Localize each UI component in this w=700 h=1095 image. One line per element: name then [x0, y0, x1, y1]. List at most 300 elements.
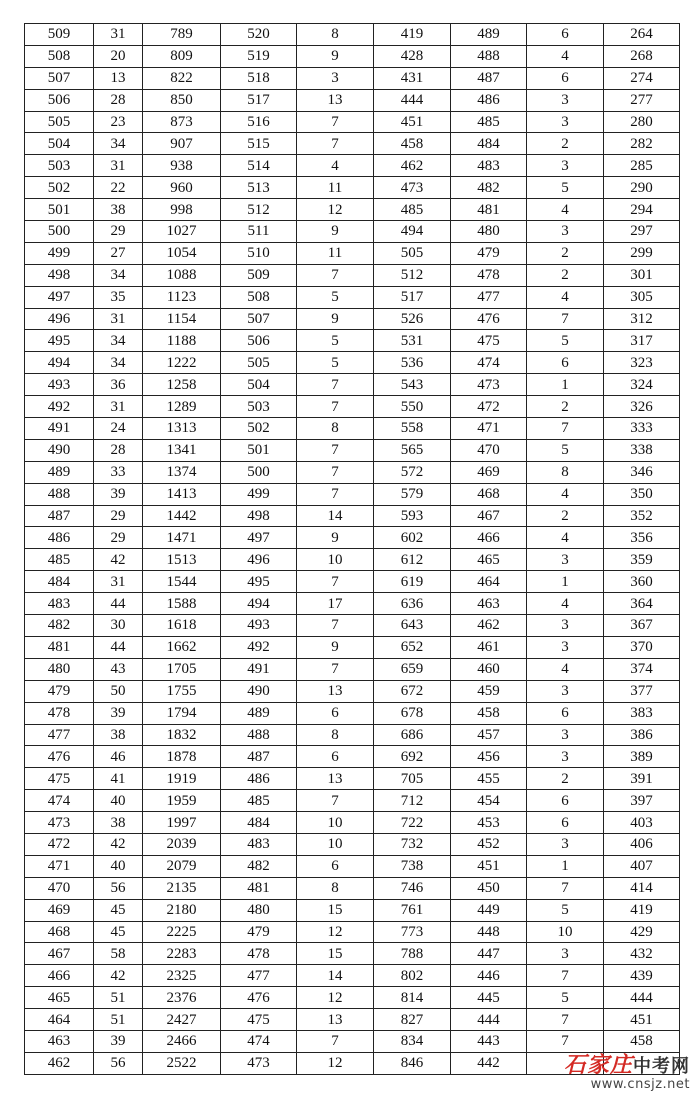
table-row	[25, 658, 680, 680]
table-cell: 6	[527, 790, 604, 812]
table-cell: 448	[451, 921, 527, 943]
table-cell: 356	[604, 527, 680, 549]
table-cell: 467	[25, 943, 94, 965]
table-cell: 326	[604, 396, 680, 418]
table-cell: 505	[374, 242, 451, 264]
table-cell: 446	[451, 965, 527, 987]
table-cell: 462	[451, 615, 527, 637]
table-cell: 282	[604, 133, 680, 155]
table-cell: 1222	[143, 352, 221, 374]
table-cell: 492	[221, 636, 297, 658]
table-cell: 504	[25, 133, 94, 155]
table-cell: 7	[297, 1030, 374, 1052]
table-cell: 51	[94, 987, 143, 1009]
table-cell: 761	[374, 899, 451, 921]
table-cell: 30	[94, 615, 143, 637]
table-cell: 485	[221, 790, 297, 812]
table-cell: 447	[451, 943, 527, 965]
table-cell: 7	[297, 264, 374, 286]
table-cell: 489	[451, 24, 527, 46]
table-cell: 1088	[143, 264, 221, 286]
table-row	[25, 921, 680, 943]
table-cell: 473	[221, 1052, 297, 1074]
table-row	[25, 45, 680, 67]
table-cell: 486	[451, 89, 527, 111]
table-cell: 451	[451, 855, 527, 877]
table-cell: 487	[451, 67, 527, 89]
table-cell: 391	[604, 768, 680, 790]
table-cell: 7	[297, 439, 374, 461]
table-cell: 509	[25, 24, 94, 46]
table-cell: 7	[297, 571, 374, 593]
table-cell: 6	[297, 746, 374, 768]
table-cell: 1188	[143, 330, 221, 352]
table-cell: 473	[25, 812, 94, 834]
table-cell: 34	[94, 352, 143, 374]
table-cell: 1544	[143, 571, 221, 593]
table-cell: 469	[451, 461, 527, 483]
table-cell: 489	[221, 702, 297, 724]
table-cell: 497	[25, 286, 94, 308]
table-cell: 461	[451, 636, 527, 658]
table-cell: 479	[451, 242, 527, 264]
table-row	[25, 67, 680, 89]
table-cell: 480	[25, 658, 94, 680]
table-cell: 531	[374, 330, 451, 352]
table-cell: 1341	[143, 439, 221, 461]
table-cell: 305	[604, 286, 680, 308]
table-cell: 474	[25, 790, 94, 812]
table-cell: 470	[25, 877, 94, 899]
table-cell: 550	[374, 396, 451, 418]
table-cell: 499	[25, 242, 94, 264]
table-cell: 490	[221, 680, 297, 702]
table-cell: 8	[297, 877, 374, 899]
table-row	[25, 527, 680, 549]
table-cell: 29	[94, 221, 143, 243]
table-cell: 34	[94, 330, 143, 352]
table-cell: 788	[374, 943, 451, 965]
table-cell: 498	[25, 264, 94, 286]
table-cell: 346	[604, 461, 680, 483]
table-cell: 1919	[143, 768, 221, 790]
table-cell: 22	[94, 177, 143, 199]
table-cell: 477	[25, 724, 94, 746]
table-cell: 419	[604, 899, 680, 921]
table-cell: 443	[451, 1030, 527, 1052]
table-cell: 494	[25, 352, 94, 374]
table-cell: 1662	[143, 636, 221, 658]
table-cell: 465	[451, 549, 527, 571]
table-cell: 28	[94, 439, 143, 461]
table-cell: 33	[94, 461, 143, 483]
table-cell: 38	[94, 812, 143, 834]
table-cell: 481	[25, 636, 94, 658]
table-row	[25, 199, 680, 221]
table-cell: 481	[451, 199, 527, 221]
table-cell: 56	[94, 877, 143, 899]
table-cell: 466	[451, 527, 527, 549]
table-cell: 483	[451, 155, 527, 177]
table-cell: 2079	[143, 855, 221, 877]
table-cell: 475	[25, 768, 94, 790]
table-cell: 23	[94, 111, 143, 133]
table-cell: 350	[604, 483, 680, 505]
table-row	[25, 505, 680, 527]
table-cell: 359	[604, 549, 680, 571]
table-cell: 686	[374, 724, 451, 746]
table-cell: 500	[221, 461, 297, 483]
table-cell: 492	[25, 396, 94, 418]
table-cell: 466	[25, 965, 94, 987]
table-cell: 543	[374, 374, 451, 396]
table-cell: 501	[25, 199, 94, 221]
table-cell: 488	[221, 724, 297, 746]
table-cell: 38	[94, 724, 143, 746]
table-cell: 481	[221, 877, 297, 899]
table-cell: 451	[604, 1009, 680, 1031]
table-cell: 479	[221, 921, 297, 943]
table-cell: 738	[374, 855, 451, 877]
table-cell: 264	[604, 24, 680, 46]
table-cell: 10	[297, 833, 374, 855]
table-cell: 1832	[143, 724, 221, 746]
table-cell: 502	[221, 418, 297, 440]
table-cell: 2135	[143, 877, 221, 899]
table-cell: 2225	[143, 921, 221, 943]
table-cell: 464	[451, 571, 527, 593]
table-cell: 809	[143, 45, 221, 67]
table-cell: 846	[374, 1052, 451, 1074]
table-cell: 10	[297, 549, 374, 571]
table-cell: 512	[374, 264, 451, 286]
table-cell: 2	[527, 505, 604, 527]
table-cell: 746	[374, 877, 451, 899]
table-cell: 2522	[143, 1052, 221, 1074]
table-cell: 7	[297, 133, 374, 155]
table-cell: 483	[221, 833, 297, 855]
table-cell: 467	[451, 505, 527, 527]
table-cell: 386	[604, 724, 680, 746]
table-cell: 672	[374, 680, 451, 702]
table-cell: 439	[604, 965, 680, 987]
table-cell: 8	[297, 724, 374, 746]
table-cell: 7	[297, 483, 374, 505]
table-row	[25, 1030, 680, 1052]
table-cell: 13	[297, 89, 374, 111]
table-cell: 565	[374, 439, 451, 461]
table-cell: 13	[297, 1009, 374, 1031]
table-cell: 5	[297, 330, 374, 352]
table-cell: 277	[604, 89, 680, 111]
table-cell: 3	[527, 680, 604, 702]
table-cell: 451	[374, 111, 451, 133]
table-cell: 297	[604, 221, 680, 243]
table-cell: 503	[221, 396, 297, 418]
table-cell: 301	[604, 264, 680, 286]
table-row	[25, 877, 680, 899]
table-row	[25, 833, 680, 855]
table-cell: 14	[297, 965, 374, 987]
table-cell: 444	[451, 1009, 527, 1031]
table-cell: 705	[374, 768, 451, 790]
table-cell: 462	[25, 1052, 94, 1074]
table-cell: 7	[297, 374, 374, 396]
table-cell: 8	[297, 24, 374, 46]
table-cell: 470	[451, 439, 527, 461]
table-cell: 516	[221, 111, 297, 133]
table-cell: 12	[297, 199, 374, 221]
table-cell: 7	[297, 111, 374, 133]
table-cell: 873	[143, 111, 221, 133]
table-cell: 602	[374, 527, 451, 549]
table-row	[25, 943, 680, 965]
table-cell: 1123	[143, 286, 221, 308]
table-cell: 454	[451, 790, 527, 812]
table-cell: 5	[297, 352, 374, 374]
table-cell: 478	[25, 702, 94, 724]
table-cell: 456	[451, 746, 527, 768]
table-cell: 7	[527, 1009, 604, 1031]
table-cell: 475	[451, 330, 527, 352]
table-row	[25, 352, 680, 374]
table-cell: 732	[374, 833, 451, 855]
table-cell: 444	[604, 987, 680, 1009]
table-cell: 488	[25, 483, 94, 505]
table-cell: 501	[221, 439, 297, 461]
table-cell: 636	[374, 593, 451, 615]
table-cell: 773	[374, 921, 451, 943]
table-cell: 500	[25, 221, 94, 243]
table-cell: 51	[94, 1009, 143, 1031]
table-cell: 324	[604, 374, 680, 396]
table-cell: 280	[604, 111, 680, 133]
table-cell: 338	[604, 439, 680, 461]
table-cell: 511	[221, 221, 297, 243]
table-cell: 56	[94, 1052, 143, 1074]
table-cell: 1154	[143, 308, 221, 330]
table-cell: 692	[374, 746, 451, 768]
table-cell: 5	[527, 330, 604, 352]
table-cell: 487	[221, 746, 297, 768]
table-cell: 6	[527, 812, 604, 834]
table-cell: 3	[527, 221, 604, 243]
table-cell: 505	[25, 111, 94, 133]
table-cell: 7	[527, 308, 604, 330]
table-cell: 483	[25, 593, 94, 615]
table-row	[25, 242, 680, 264]
table-cell: 34	[94, 133, 143, 155]
table-cell: 491	[25, 418, 94, 440]
table-body	[25, 24, 680, 1075]
table-cell: 4	[527, 593, 604, 615]
table-row	[25, 593, 680, 615]
table-cell: 12	[297, 987, 374, 1009]
table-cell: 960	[143, 177, 221, 199]
table-cell: 678	[374, 702, 451, 724]
table-cell: 9	[297, 636, 374, 658]
table-cell: 998	[143, 199, 221, 221]
table-row	[25, 724, 680, 746]
table-cell: 1289	[143, 396, 221, 418]
table-cell: 493	[25, 374, 94, 396]
table-cell: 317	[604, 330, 680, 352]
table-row	[25, 133, 680, 155]
table-cell: 6	[297, 855, 374, 877]
table-cell: 2	[527, 242, 604, 264]
table-cell: 268	[604, 45, 680, 67]
table-cell: 489	[25, 461, 94, 483]
table-cell: 5	[527, 439, 604, 461]
table-cell: 499	[221, 483, 297, 505]
table-cell: 2180	[143, 899, 221, 921]
table-cell: 4	[527, 199, 604, 221]
site-watermark	[564, 1054, 690, 1091]
table-cell: 9	[297, 308, 374, 330]
table-cell: 519	[221, 45, 297, 67]
table-cell: 2	[527, 264, 604, 286]
table-cell: 12	[297, 1052, 374, 1074]
table-cell: 274	[604, 67, 680, 89]
table-cell: 476	[25, 746, 94, 768]
table-cell: 485	[374, 199, 451, 221]
table-cell: 558	[374, 418, 451, 440]
table-cell: 471	[451, 418, 527, 440]
table-cell: 508	[25, 45, 94, 67]
table-cell: 43	[94, 658, 143, 680]
table-row	[25, 89, 680, 111]
table-cell: 802	[374, 965, 451, 987]
table-cell: 468	[451, 483, 527, 505]
table-row	[25, 396, 680, 418]
watermark-logo	[564, 1054, 690, 1076]
table-row	[25, 965, 680, 987]
table-cell: 506	[25, 89, 94, 111]
table-cell: 5	[297, 286, 374, 308]
table-cell: 6	[527, 67, 604, 89]
table-row	[25, 155, 680, 177]
table-cell: 659	[374, 658, 451, 680]
table-cell: 39	[94, 702, 143, 724]
table-cell: 4	[527, 45, 604, 67]
table-cell: 458	[604, 1030, 680, 1052]
table-cell: 938	[143, 155, 221, 177]
table-cell: 7	[527, 418, 604, 440]
table-cell: 42	[94, 833, 143, 855]
table-cell: 907	[143, 133, 221, 155]
table-cell: 495	[25, 330, 94, 352]
table-cell: 480	[451, 221, 527, 243]
table-cell: 484	[221, 812, 297, 834]
table-cell: 1258	[143, 374, 221, 396]
table-cell: 496	[221, 549, 297, 571]
table-row	[25, 680, 680, 702]
table-cell: 312	[604, 308, 680, 330]
table-cell: 484	[451, 133, 527, 155]
table-cell: 50	[94, 680, 143, 702]
table-cell: 407	[604, 855, 680, 877]
table-cell: 485	[25, 549, 94, 571]
table-cell: 397	[604, 790, 680, 812]
table-cell: 498	[221, 505, 297, 527]
table-cell: 477	[451, 286, 527, 308]
table-cell: 497	[221, 527, 297, 549]
table-row	[25, 768, 680, 790]
table-cell: 2325	[143, 965, 221, 987]
table-cell: 12	[297, 921, 374, 943]
table-cell: 526	[374, 308, 451, 330]
table-cell: 827	[374, 1009, 451, 1031]
table-cell: 473	[374, 177, 451, 199]
table-cell: 514	[221, 155, 297, 177]
table-cell: 3	[527, 89, 604, 111]
table-cell: 442	[451, 1052, 527, 1074]
table-cell: 493	[221, 615, 297, 637]
table-row	[25, 111, 680, 133]
table-cell: 513	[221, 177, 297, 199]
table-row	[25, 636, 680, 658]
table-cell: 6	[527, 702, 604, 724]
table-cell: 34	[94, 264, 143, 286]
table-cell: 2	[527, 133, 604, 155]
table-cell: 41	[94, 768, 143, 790]
table-cell: 13	[297, 768, 374, 790]
table-cell: 419	[374, 24, 451, 46]
table-row	[25, 439, 680, 461]
table-cell: 536	[374, 352, 451, 374]
table-cell: 473	[451, 374, 527, 396]
table-cell: 7	[297, 615, 374, 637]
table-cell: 2466	[143, 1030, 221, 1052]
table-cell: 389	[604, 746, 680, 768]
table-cell: 579	[374, 483, 451, 505]
table-cell: 487	[25, 505, 94, 527]
table-cell: 496	[25, 308, 94, 330]
table-cell: 7	[527, 877, 604, 899]
table-cell: 612	[374, 549, 451, 571]
table-cell: 1705	[143, 658, 221, 680]
table-cell: 429	[604, 921, 680, 943]
table-cell: 7	[297, 790, 374, 812]
table-cell: 1313	[143, 418, 221, 440]
table-cell: 814	[374, 987, 451, 1009]
table-cell: 506	[221, 330, 297, 352]
table-cell: 593	[374, 505, 451, 527]
table-cell: 619	[374, 571, 451, 593]
table-row	[25, 374, 680, 396]
table-cell: 36	[94, 374, 143, 396]
table-cell: 44	[94, 593, 143, 615]
table-cell: 458	[451, 702, 527, 724]
table-cell: 505	[221, 352, 297, 374]
table-cell: 31	[94, 155, 143, 177]
table-cell: 5	[527, 987, 604, 1009]
table-cell: 2	[527, 396, 604, 418]
watermark-logo-text: 石家庄	[563, 1052, 633, 1078]
table-cell: 722	[374, 812, 451, 834]
table-cell: 323	[604, 352, 680, 374]
table-cell: 520	[221, 24, 297, 46]
table-cell: 431	[374, 67, 451, 89]
table-cell: 24	[94, 418, 143, 440]
table-cell: 4	[527, 527, 604, 549]
table-cell: 517	[374, 286, 451, 308]
table-cell: 1618	[143, 615, 221, 637]
table-row	[25, 549, 680, 571]
table-cell: 3	[527, 111, 604, 133]
table-row	[25, 264, 680, 286]
table-cell: 4	[527, 658, 604, 680]
